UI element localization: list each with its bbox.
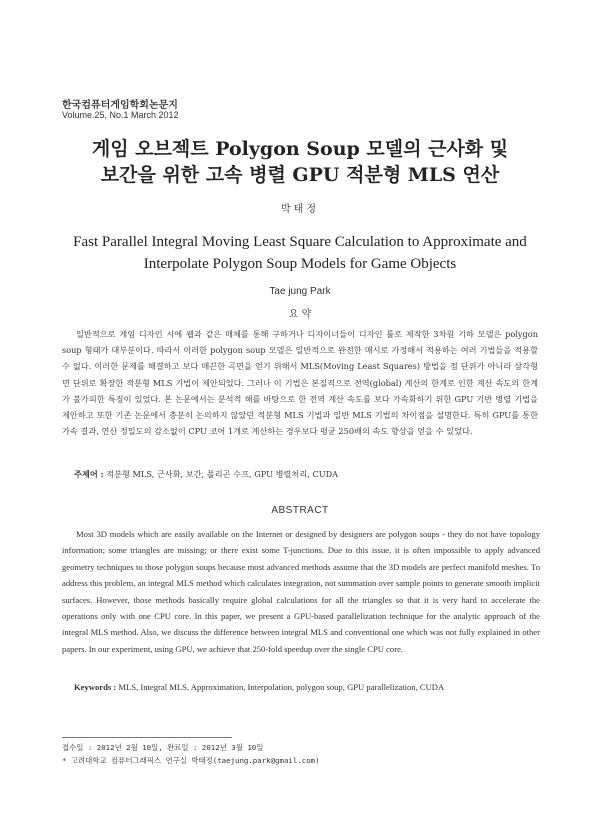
english-abstract-text: Most 3D models which are easily available on the Internet or designed by designers are polygon soups - they do not have topology information; some triangles are missing; or there exist some T-junctions. Due to this issue, it is often impossible to apply advanced geometry techniques to those polygon soups because most advanced methods assume that the 3D models are perfect manifold meshes. To address this problem, an integral MLS method which calculates integration, not summation over sample points to generate smooth implicit surfaces. However, those methods basically require global calculations for all the triangles so that it is very hard to accelerate the operations only with one CPU core. In this paper, we present a GPU-based parallelization technique for the analytic approach of the integral MLS method. Also, we discuss the difference between integral MLS and conventional one which was not fully explained in other papers. In our experiment, using GPU, we achieve that 250-fold speedup over the single CPU core. <box>62 529 540 654</box>
korean-author: 박태정 <box>281 204 319 215</box>
english-keywords <box>74 682 444 692</box>
footnote-dates: 접수일 : 2012년 2월 10일, 완료일 : 2012년 3월 10일 <box>62 743 264 752</box>
korean-abstract <box>62 326 538 439</box>
korean-title-line2: 보간을 위한 고속 병렬 GPU 적분형 MLS 연산 <box>100 164 500 186</box>
korean-keywords-label: 주제어 : <box>74 469 104 479</box>
korean-abstract-text: 일반적으로 게임 디자인 시에 웹과 같은 매체를 통해 구하거나 디자이너들이 디자인 툴로 제작한 3차원 기하 모델은 polygon soup 형태가 대부분이다. 따라서 이러한 polygon soup 모델은 일반적으로 완전한 매시로 가정해서 적용하는 여러 기법들을 적용할 수 없다. 이러한 문제를 해결하고 보다 매끈한 곡면을 얻기 위해서 MLS(Moving Least Squares) 방법을 점 단위가 아니라 삼각형 면 단위로 확장한 적분형 MLS 기법이 제안되었다. 그러나 이 기법은 본질적으로 전역(global) 계산의 한계로 인한 계산 속도의 한계가 불가피한 특징이 있었다. 본 논문에서는 분석적 해를 바탕으로 한 전역 계산 속도를 보다 가속화하기 위한 GPU 기반 병렬 기법을 제안하고 또한 기존 논문에서 충분히 논의하지 않았던 적분형 MLS 기법과 일반 MLS 기법의 차이점을 설명한다. 특히 GPU를 통한 가속 결과, 연산 정밀도의 감소없이 CPU 코어 1개로 계산하는 경우보다 평균 250배의 속도 향상을 얻을 수 있었다. <box>62 329 538 437</box>
korean-keywords <box>74 469 338 480</box>
journal-volume: Volume.25, No.1 March 2012 <box>62 110 179 120</box>
footnote-affiliation: * 고려대학교 컴퓨터그래픽스 연구실 박태정(taejung.park@gmail.com) <box>62 756 320 765</box>
english-title-line1: Fast Parallel Integral Moving Least Square Calculation to Approximate and <box>73 234 527 250</box>
english-abstract <box>62 526 540 657</box>
journal-name: 한국컴퓨터게임학회논문지 <box>62 100 178 111</box>
korean-keywords-text: 적분형 MLS, 근사화, 보간, 폴리곤 수프, GPU 병렬처리, CUDA <box>106 469 339 479</box>
english-title-line2: Interpolate Polygon Soup Models for Game Objects <box>143 256 457 272</box>
english-keywords-label: Keywords : <box>74 682 117 692</box>
korean-title-line1: 게임 오브젝트 Polygon Soup 모델의 근사화 및 <box>91 138 509 160</box>
english-abstract-heading: ABSTRACT <box>271 505 329 516</box>
english-keywords-text: MLS, Integral MLS, Approximation, Interpolation, polygon soup, GPU parallelization, CUDA <box>118 682 445 692</box>
footnote-divider <box>62 737 232 738</box>
korean-abstract-heading: 요 약 <box>288 309 312 320</box>
english-author: Tae jung Park <box>269 286 331 297</box>
